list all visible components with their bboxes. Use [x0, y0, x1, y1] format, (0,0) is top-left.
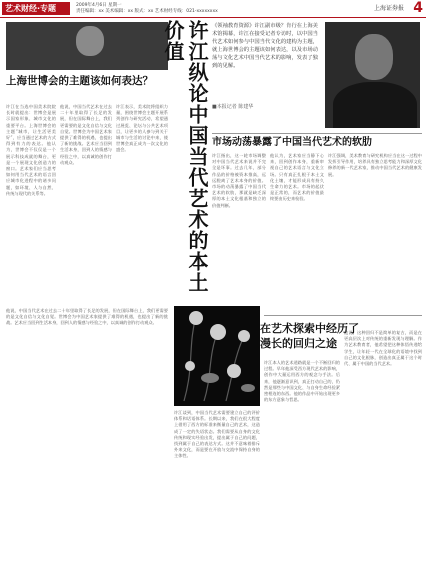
- section-divider: [212, 133, 422, 134]
- header-editors: 责任编辑：xx 美术编辑：xx 版式：xx 艺术财经专线：021-xxxxxxxx: [76, 9, 218, 14]
- top-left-photo: [6, 22, 168, 70]
- market-body-a: 许江指出，这一轮市场调整对中国当代艺术来说并不完全是坏事。过去几年，部分作品的价格被资本推高，远远脱离了艺术本身的价值。市场的动荡暴露了中国当代艺术的软肋，那就是缺乏深厚的本土文化根基和独立的价值判断。: [212, 153, 266, 208]
- newspaper-name: 上海证券报: [373, 5, 404, 12]
- left-body-col3: 许江表示，美术院将组织力量，围绕世博会主题开展系列创作与研究活动，希望通过展览、论坛与公共艺术项目，让更多的人参与到关于城市与生活的讨论中来，使世博会真正成为一次文化的盛会。: [116, 104, 168, 153]
- reporter-credit: ■本报记者 陈建华: [212, 104, 254, 110]
- market-body-b: 他认为，艺术家应当静下心来，回到创作本身，重新审视自己的艺术语言与文化立场。只有真正扎根于本土文化土壤，才能形成具有持久生命力的艺术。市场的起伏是正常的，而艺术的价值最终要由历史来检验。: [270, 153, 324, 202]
- bottom-right-body-b: 他说，这种回归不是简单的复古，而是在更高层次上对传统的重新发现与理解。作为艺术教育者，他希望把这种体悟传递给学生，让年轻一代在全球化的语境中找到自己的文化根脉，创造出真正属于这个时代、属于中国的当代艺术。: [344, 330, 422, 367]
- bottom-right-title: 在艺术探索中经历了漫长的回归之途: [260, 322, 359, 350]
- bottom-right-body-a: 许江本人的艺术道路就是一个不断回归的过程。早年他深受西方现代艺术的影响，创作中大量运用西方的观念与手法。后来，他逐渐意识到，真正打动自己的，仍然是那些与中国文化、与自身生命经验紧密相连的东西。他的作品中开始出现更多的东方意象与哲思。: [264, 360, 340, 403]
- section-label: 艺术财经·专题: [2, 2, 70, 15]
- header-date: 2009年4月6日 星期一: [76, 3, 122, 8]
- feature-intro: 《领袖教育资源》许江副市级？肯行在上海美术馆揭幕，许江在接受记者专访时，以中国当代艺术如何参与中国当代文化的建构为主题，就上海世博会的主题该如何表达，以及市场动荡与文化艺术中国当代艺术的影响，发表了独到的见解。: [212, 23, 318, 69]
- left-body-col2: 他说，中国当代艺术在过去二十年里取得了长足的发展，但在国际舞台上，我们更需要的是文化自信与文化自觉。世博会为中国艺术家提供了难得的机遇，也提出了新的挑战。艺术应当回到生活本身，回到人的情感与经验之中，以真诚的创作打动观众。: [60, 104, 112, 165]
- left-body-continued: 他说，中国当代艺术在过去二十年里取得了长足的发展，但在国际舞台上，我们更需要的是文化自信与文化自觉。世博会为中国艺术家提供了难得的机遇，也提出了新的挑战。艺术应当回到生活本身，回到人的情感与经验之中，以真诚的创作打动观众。: [6, 308, 168, 326]
- header-meta: [76, 3, 218, 15]
- market-body-c: 许江强调，美术教育与研究机构应当在这一过程中发挥引导作用，培养具有独立思考能力和深厚文化修养的新一代艺术家，推动中国当代艺术的健康发展。: [328, 153, 422, 177]
- header-rule: [0, 17, 426, 18]
- page-number: 4: [413, 0, 423, 16]
- left-body-col1: 许江在当选中国美术院院长时就提出：世博会是展示国家形象、城市文化的重要平台。上海世博会的主题“城市，让生活更美好”，应当通过艺术的方式得到有力的表达。他认为，世博会不仅仅是一个展示科技成就的舞台，更是一个展现文化创造力的窗口。艺术家们应当思考如何用当代艺术的语言回应城市化进程中的诸多问题，如环境、人与自然、传统与现代的关系等。: [6, 104, 56, 196]
- section-divider-2: [264, 315, 422, 316]
- left-headline: 上海世博会的主题该如何表达？: [6, 75, 153, 87]
- market-title: 市场动荡暴露了中国当代艺术的软肋: [212, 137, 372, 148]
- portrait-photo: [325, 22, 420, 128]
- page-header: [0, 0, 426, 18]
- artwork-image: [174, 306, 260, 406]
- feature-vertical-title: 许江纵论中国当代艺术的本土价值: [161, 20, 209, 293]
- bottom-left-body: 许江谈到，中国当代艺术需要建立自己的评价体系和话语体系。长期以来，我们在很大程度上借用了西方的标准来衡量自己的艺术，这造成了一定的失语状态。我们需要从自身的文化传统和现实经验出发，提出属于自己的问题，找到属于自己的表达方式。这并不意味着排斥外来文化，而是要在开放与交流中保持自身的主体性。: [174, 410, 260, 459]
